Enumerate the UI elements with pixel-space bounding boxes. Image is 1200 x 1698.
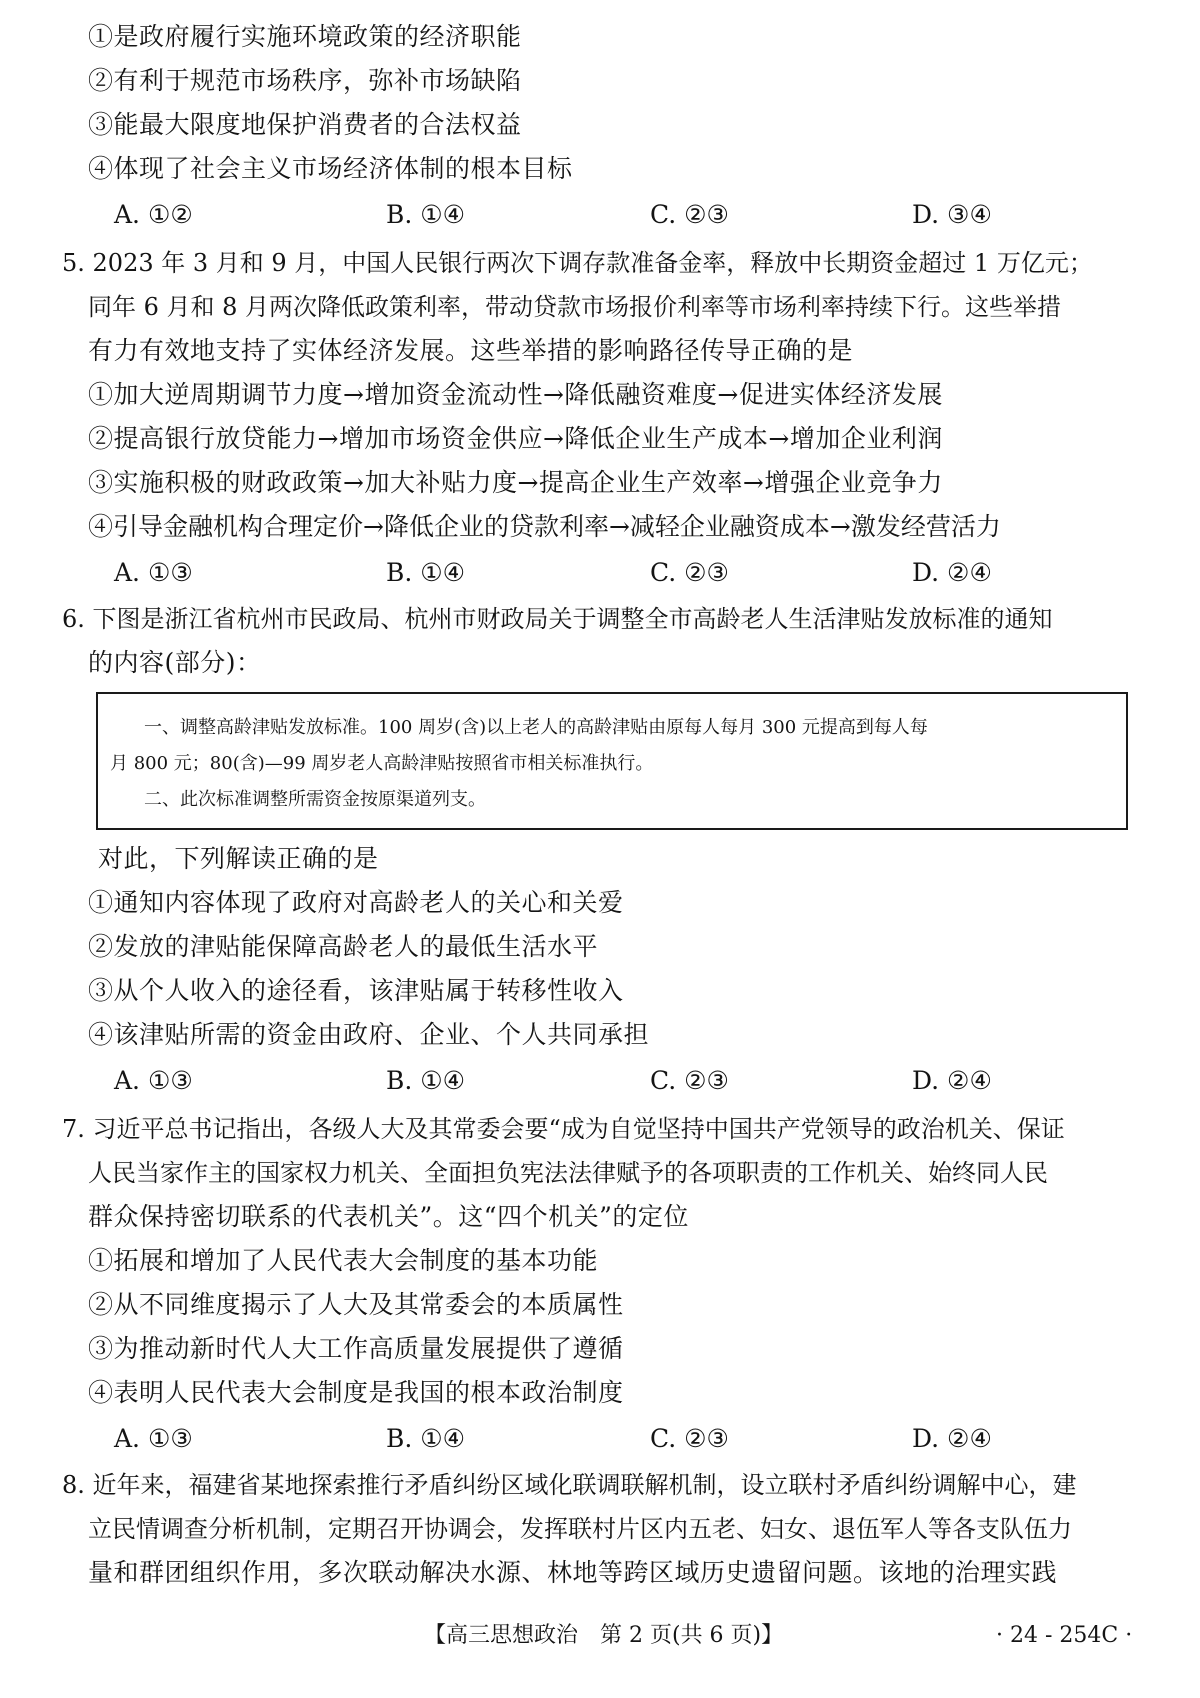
q6-item-1: ①通知内容体现了政府对高龄老人的关心和关爱 xyxy=(88,888,624,917)
q4-item-2: ②有利于规范市场秩序，弥补市场缺陷 xyxy=(88,66,522,95)
q7-item-3: ③为推动新时代人大工作高质量发展提供了遵循 xyxy=(88,1334,624,1363)
q7-option-c: C. ②③ xyxy=(650,1424,729,1453)
q6-option-b: B. ①④ xyxy=(386,1066,466,1095)
q7-stem-line-1: 7. 习近平总书记指出，各级人大及其常委会要“成为自觉坚持中国共产党领导的政治机关、保证 xyxy=(62,1115,1065,1143)
notice-box xyxy=(96,692,1128,830)
q6-option-c: C. ②③ xyxy=(650,1066,729,1095)
q6-item-4: ④该津贴所需的资金由政府、企业、个人共同承担 xyxy=(88,1020,650,1049)
q7-option-a: A. ①③ xyxy=(114,1424,193,1453)
q4-option-b: B. ①④ xyxy=(386,200,466,229)
q8-stem-line-1: 8. 近年来，福建省某地探索推行矛盾纠纷区域化联调联解机制，设立联村矛盾纠纷调解中心，建 xyxy=(62,1471,1077,1499)
q6-lead: 对此，下列解读正确的是 xyxy=(98,844,379,873)
paper-code: · 24 - 254C · xyxy=(996,1623,1133,1648)
q6-stem-line-1: 6. 下图是浙江省杭州市民政局、杭州市财政局关于调整全市高龄老人生活津贴发放标准的通知 xyxy=(62,605,1053,633)
q4-item-4: ④体现了社会主义市场经济体制的根本目标 xyxy=(88,154,573,183)
q7-stem-line-3: 群众保持密切联系的代表机关”。这“四个机关”的定位 xyxy=(88,1202,689,1231)
notice-line-1: 一、调整高龄津贴发放标准。100 周岁(含)以上老人的高龄津贴由原每人每月 300 元提高到每人每 xyxy=(144,717,928,738)
q4-option-a: A. ①② xyxy=(114,200,193,229)
q7-stem-line-2: 人民当家作主的国家权力机关、全面担负宪法法律赋予的各项职责的工作机关、始终同人民 xyxy=(88,1159,1048,1187)
q5-item-4: ④引导金融机构合理定价→降低企业的贷款利率→减轻企业融资成本→激发经营活力 xyxy=(88,512,1001,541)
q5-option-d: D. ②④ xyxy=(912,558,992,587)
q5-option-a: A. ①③ xyxy=(114,558,193,587)
q7-option-d: D. ②④ xyxy=(912,1424,992,1453)
q5-stem-line-3: 有力有效地支持了实体经济发展。这些举措的影响路径传导正确的是 xyxy=(88,336,854,365)
q6-item-2: ②发放的津贴能保障高龄老人的最低生活水平 xyxy=(88,932,599,961)
q5-stem-line-1: 5. 2023 年 3 月和 9 月，中国人民银行两次下调存款准备金率，释放中长期资金超过 1 万亿元； xyxy=(62,249,1093,277)
q6-item-3: ③从个人收入的途径看，该津贴属于转移性收入 xyxy=(88,976,624,1005)
q7-item-2: ②从不同维度揭示了人大及其常委会的本质属性 xyxy=(88,1290,624,1319)
q7-item-1: ①拓展和增加了人民代表大会制度的基本功能 xyxy=(88,1246,599,1275)
q5-item-1: ①加大逆周期调节力度→增加资金流动性→降低融资难度→促进实体经济发展 xyxy=(88,380,943,409)
q5-option-b: B. ①④ xyxy=(386,558,466,587)
q7-item-4: ④表明人民代表大会制度是我国的根本政治制度 xyxy=(88,1378,624,1407)
q8-stem-line-2: 立民情调查分析机制，定期召开协调会，发挥联村片区内五老、妇女、退伍军人等各支队伍力 xyxy=(88,1515,1072,1543)
q5-option-c: C. ②③ xyxy=(650,558,729,587)
q6-option-d: D. ②④ xyxy=(912,1066,992,1095)
q4-option-c: C. ②③ xyxy=(650,200,729,229)
q4-item-1: ①是政府履行实施环境政策的经济职能 xyxy=(88,22,522,51)
q4-item-3: ③能最大限度地保护消费者的合法权益 xyxy=(88,110,522,139)
q6-option-a: A. ①③ xyxy=(114,1066,193,1095)
q8-stem-line-3: 量和群团组织作用，多次联动解决水源、林地等跨区域历史遗留问题。该地的治理实践 xyxy=(88,1558,1058,1587)
notice-line-3: 二、此次标准调整所需资金按原渠道列支。 xyxy=(144,789,486,810)
page-footer: 【高三思想政治 第 2 页(共 6 页)】 xyxy=(424,1623,784,1648)
notice-line-2: 月 800 元；80(含)—99 周岁老人高龄津贴按照省市相关标准执行。 xyxy=(110,753,654,774)
q7-option-b: B. ①④ xyxy=(386,1424,466,1453)
q4-option-d: D. ③④ xyxy=(912,200,992,229)
q5-item-2: ②提高银行放贷能力→增加市场资金供应→降低企业生产成本→增加企业利润 xyxy=(88,424,943,453)
q6-stem-line-2: 的内容(部分)： xyxy=(88,648,262,677)
q5-stem-line-2: 同年 6 月和 8 月两次降低政策利率，带动贷款市场报价利率等市场利率持续下行。这些举措 xyxy=(88,293,1062,321)
q5-item-3: ③实施积极的财政政策→加大补贴力度→提高企业生产效率→增强企业竞争力 xyxy=(88,468,943,497)
